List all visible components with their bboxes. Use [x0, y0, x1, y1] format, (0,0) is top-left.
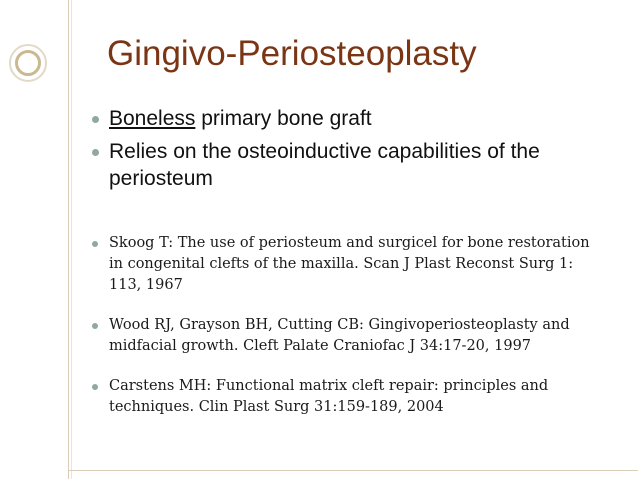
bottom-border-line: [68, 470, 638, 471]
reference-text: Wood RJ, Grayson BH, Cutting CB: Gingivoperiosteoplasty and midfacial growth. Cleft Palate Craniofac J 34:17-20, 1997: [109, 317, 570, 354]
reference-text: Carstens MH: Functional matrix cleft repair: principles and techniques. Clin Plast Surg 31:159-189, 2004: [109, 378, 549, 415]
bullet-dot-icon: [92, 323, 98, 329]
bullet-item-boneless: [90, 105, 630, 132]
main-bullet-list: [90, 105, 630, 198]
reference-item: [90, 315, 630, 357]
bullet-dot-icon: [92, 384, 98, 390]
decorative-ring-icon: [15, 50, 41, 76]
bullet-dot-icon: [92, 241, 98, 247]
reference-item: [90, 233, 630, 296]
left-border-line: [68, 0, 69, 479]
reference-text: Skoog T: The use of periosteum and surgicel for bone restoration in congenital clefts of the maxilla. Scan J Plast Reconst Surg 1: 113, 1967: [109, 235, 590, 293]
bullet-underlined-word: Boneless: [109, 107, 196, 130]
reference-list: [90, 233, 630, 437]
left-border-line-inner: [71, 0, 72, 479]
bullet-dot-icon: [92, 149, 99, 156]
bullet-item-periosteum: [90, 138, 630, 192]
bullet-text: Relies on the osteoinductive capabilities of the periosteum: [109, 140, 540, 190]
slide-title: Gingivo-Periosteoplasty: [107, 34, 477, 73]
bullet-dot-icon: [92, 116, 99, 123]
bullet-text: primary bone graft: [195, 107, 372, 130]
reference-item: [90, 376, 630, 418]
